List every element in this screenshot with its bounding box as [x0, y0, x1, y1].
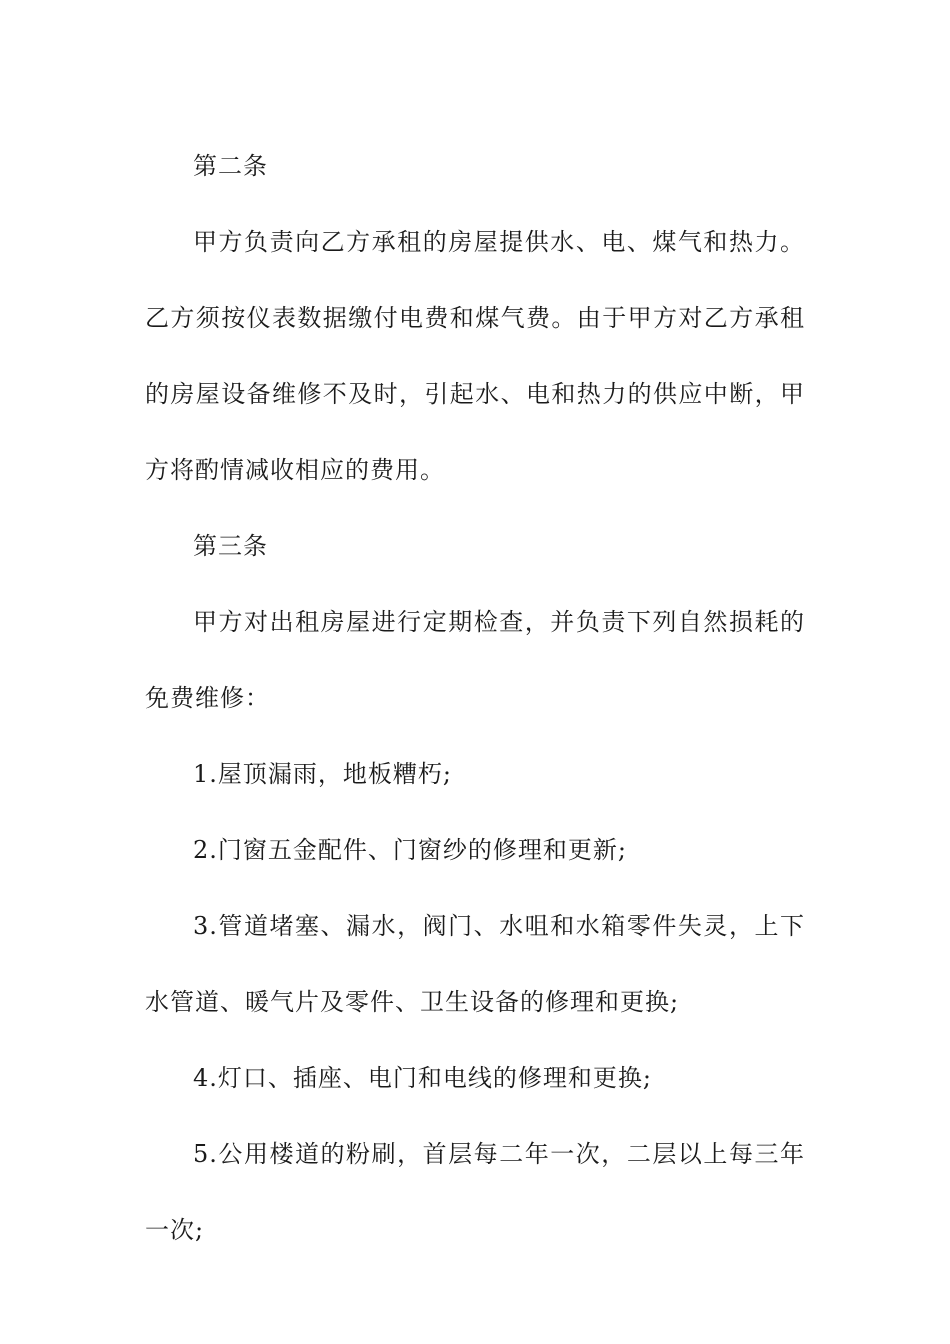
article-2-paragraph: 甲方负责向乙方承租的房屋提供水、电、煤气和热力。乙方须按仪表数据缴付电费和煤气费。由于甲方对乙方承租的房屋设备维修不及时，引起水、电和热力的供应中断，甲方将酌情减收相应的费用。 — [145, 228, 805, 484]
list-item-2: 2.门窗五金配件、门窗纱的修理和更新; — [193, 836, 627, 864]
article-heading-2: 第二条 — [193, 152, 268, 180]
article-3-intro: 甲方对出租房屋进行定期检查，并负责下列自然损耗的免费维修： — [145, 608, 805, 712]
article-heading-3: 第三条 — [193, 532, 268, 560]
list-item-5: 5.公用楼道的粉刷，首层每二年一次，二层以上每三年一次; — [145, 1140, 805, 1244]
list-item-4: 4.灯口、插座、电门和电线的修理和更换; — [193, 1064, 652, 1092]
document-body — [145, 128, 805, 1268]
list-item-1: 1.屋顶漏雨，地板糟朽; — [193, 760, 452, 788]
list-item-3: 3.管道堵塞、漏水，阀门、水咀和水箱零件失灵，上下水管道、暖气片及零件、卫生设备的修理和更换; — [145, 912, 805, 1016]
